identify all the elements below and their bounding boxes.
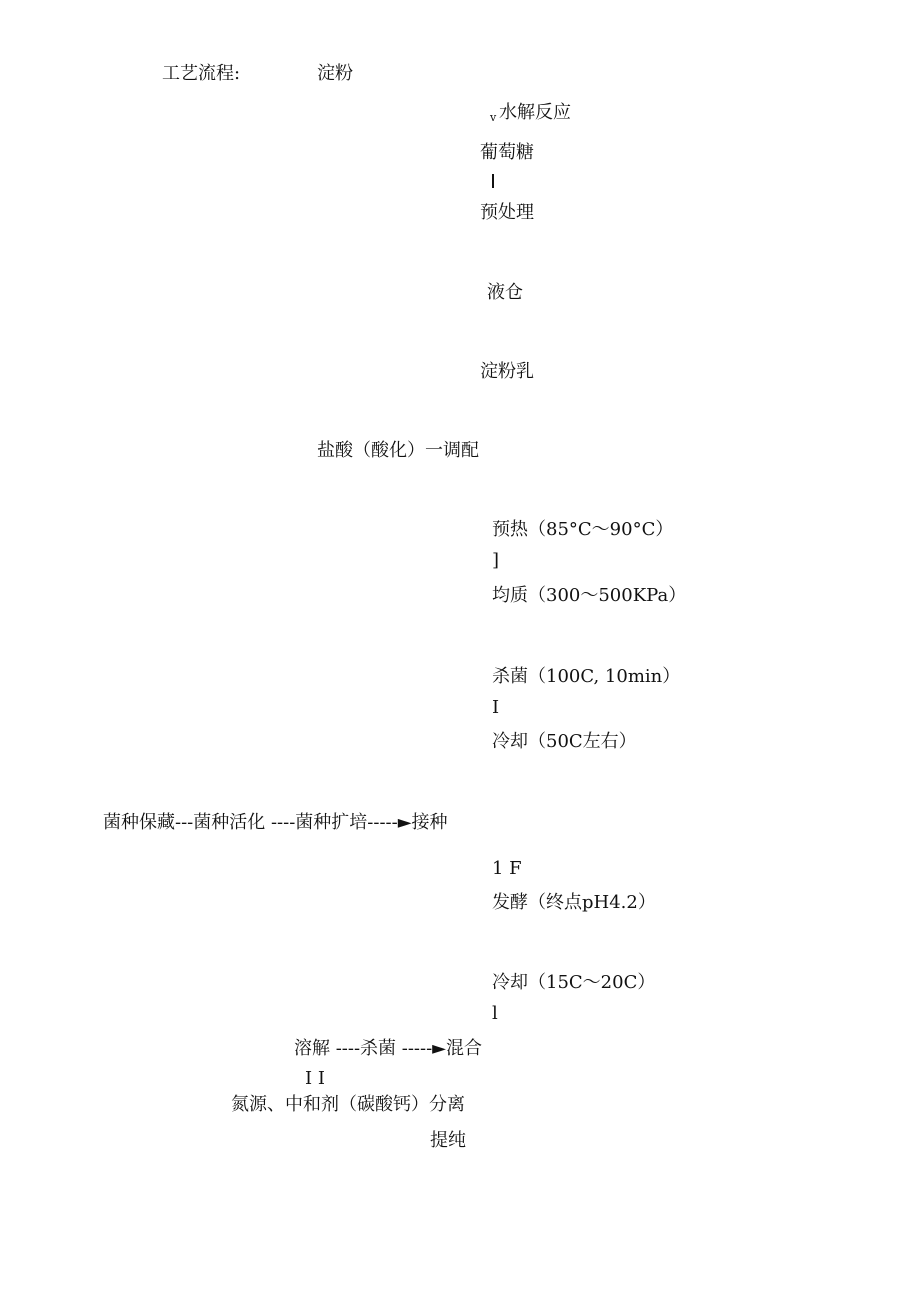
flow-connector-bar — [492, 174, 494, 188]
node-cool-50: 冷却（50C左右） — [492, 731, 637, 752]
node-liquid-tank: 液仓 — [487, 282, 523, 303]
node-separate: 氮源、中和剂（碳酸钙）分离 — [231, 1094, 465, 1115]
node-ferment: 发酵（终点pH4.2） — [492, 892, 656, 913]
node-glucose: 葡萄糖 — [480, 142, 534, 163]
node-purify: 提纯 — [430, 1130, 466, 1151]
node-starch-milk: 淀粉乳 — [480, 361, 534, 382]
node-homogenize: 均质（300～500KPa） — [492, 585, 687, 606]
node-pretreatment: 预处理 — [480, 202, 534, 223]
node-hydrolysis: 水解反应 — [499, 102, 571, 123]
flow-bracket-mark: ] — [492, 550, 500, 571]
flow-ii-mark: I I — [305, 1068, 325, 1089]
node-preheat: 预热（85°C～90°C） — [492, 519, 674, 540]
dissolve-mix-chain: 溶解 ----杀菌 -----►混合 — [294, 1038, 483, 1059]
node-acidify-blend: 盐酸（酸化）一调配 — [317, 440, 479, 461]
flow-1f-mark: 1 F — [492, 858, 522, 879]
hydrolysis-arrow-mark: v — [490, 111, 497, 124]
node-starch: 淀粉 — [317, 63, 353, 84]
node-sterilize: 杀菌（100C, 10min） — [492, 666, 681, 687]
strain-inoculation-chain: 菌种保藏---菌种活化 ----菌种扩培-----►接种 — [103, 812, 448, 833]
flow-l-mark: l — [492, 1003, 498, 1024]
node-cool-15-20: 冷却（15C～20C） — [492, 972, 656, 993]
flow-i-mark: I — [492, 697, 500, 718]
process-label: 工艺流程: — [162, 63, 241, 84]
